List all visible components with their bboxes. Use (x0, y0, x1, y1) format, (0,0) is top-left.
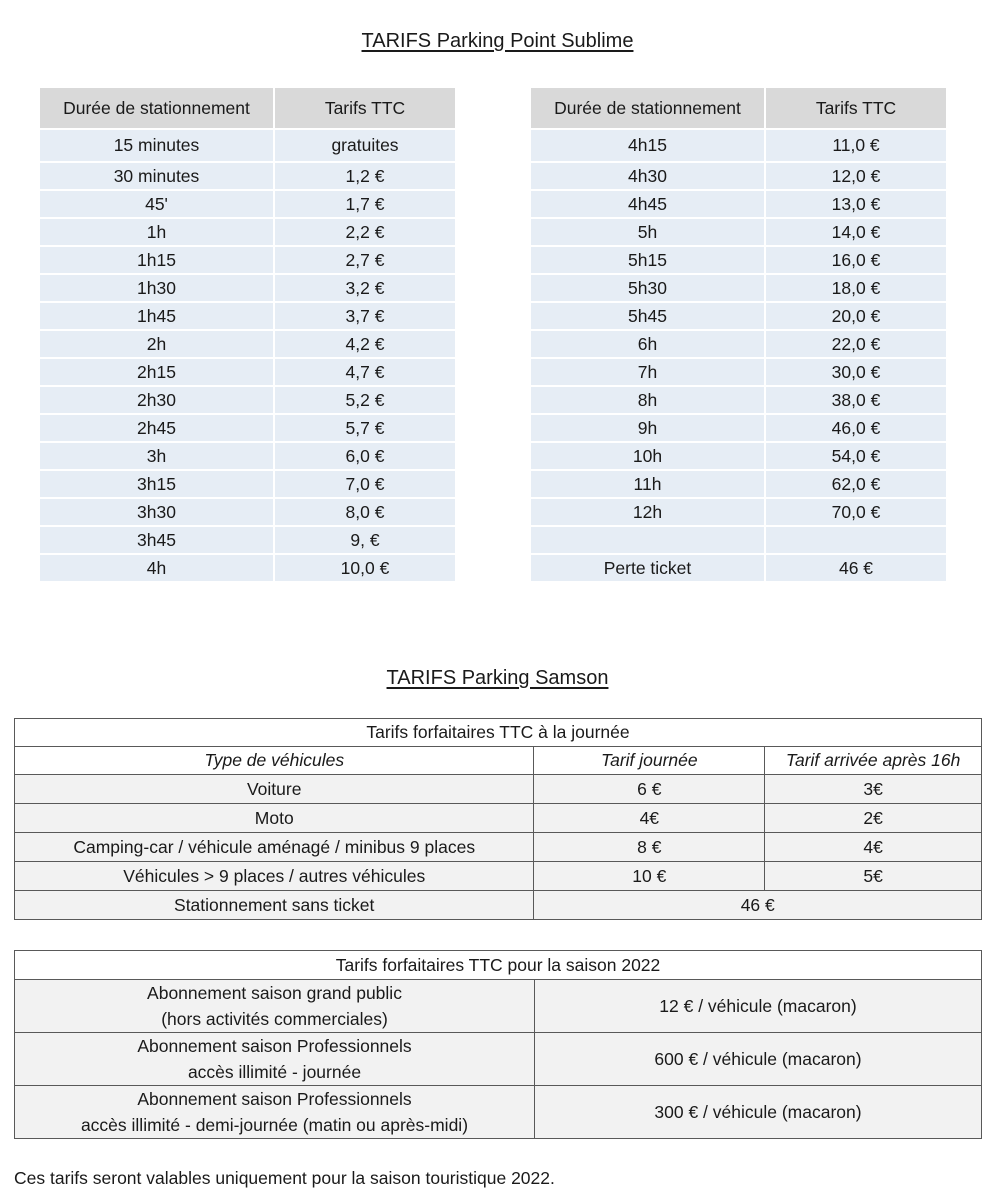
table-row (40, 499, 455, 525)
subscription-price-cell: 600 € / véhicule (macaron) (535, 1033, 982, 1086)
table-row (40, 303, 455, 329)
table-row (40, 130, 455, 161)
duration-cell: 11h (531, 471, 764, 497)
table-header-row (15, 747, 982, 775)
table-row (15, 804, 982, 833)
duration-cell: 3h45 (40, 527, 273, 553)
subscription-line-2: accès illimité - demi-journée (matin ou après-midi) (80, 1115, 469, 1135)
header-day-rate: Tarif journée (534, 747, 765, 775)
subscription-type-cell (15, 980, 535, 1033)
duration-cell: 5h15 (531, 247, 764, 273)
header-duration: Durée de stationnement (531, 88, 764, 128)
price-cell: 11,0 € (766, 130, 946, 161)
table-row (531, 303, 946, 329)
table-row (15, 1033, 982, 1086)
duration-cell: 3h15 (40, 471, 273, 497)
price-cell: 10,0 € (275, 555, 455, 581)
title-samson: TARIFS Parking Samson (386, 667, 609, 689)
header-after-16h-rate: Tarif arrivée après 16h (765, 747, 982, 775)
duration-cell: 15 minutes (40, 130, 273, 161)
table-row (531, 555, 946, 581)
price-cell: 5,2 € (275, 387, 455, 413)
samson-season-table (14, 950, 982, 1139)
table-row (531, 443, 946, 469)
after-16h-rate-cell: 3€ (765, 775, 982, 804)
price-cell: 70,0 € (766, 499, 946, 525)
table-row (40, 555, 455, 581)
header-price: Tarifs TTC (275, 88, 455, 128)
duration-cell: 4h (40, 555, 273, 581)
duration-cell: 3h30 (40, 499, 273, 525)
price-cell: 5,7 € (275, 415, 455, 441)
price-cell: 2,7 € (275, 247, 455, 273)
vehicle-type-cell: Véhicules > 9 places / autres véhicules (15, 862, 534, 891)
duration-cell: 4h15 (531, 130, 764, 161)
price-cell: 7,0 € (275, 471, 455, 497)
price-cell: 4,2 € (275, 331, 455, 357)
day-rate-cell: 10 € (534, 862, 765, 891)
price-cell: 16,0 € (766, 247, 946, 273)
table-row (531, 219, 946, 245)
price-cell: 62,0 € (766, 471, 946, 497)
table-row (40, 471, 455, 497)
table-row (15, 862, 982, 891)
header-vehicle-type: Type de véhicules (15, 747, 534, 775)
table-row (40, 415, 455, 441)
table-row (531, 247, 946, 273)
price-cell: 2,2 € (275, 219, 455, 245)
vehicle-type-cell: Camping-car / véhicule aménagé / minibus 9 places (15, 833, 534, 862)
no-ticket-price-cell: 46 € (534, 891, 982, 920)
point-sublime-table-left (38, 86, 457, 583)
table-row (15, 775, 982, 804)
table-row (15, 891, 982, 920)
table-row (40, 191, 455, 217)
duration-cell: 2h45 (40, 415, 273, 441)
price-cell: 20,0 € (766, 303, 946, 329)
header-price: Tarifs TTC (766, 88, 946, 128)
table-row (40, 247, 455, 273)
price-cell: 46,0 € (766, 415, 946, 441)
subscription-line-2: accès illimité - journée (187, 1062, 362, 1082)
duration-cell: 4h45 (531, 191, 764, 217)
price-cell: gratuites (275, 130, 455, 161)
duration-cell: 2h30 (40, 387, 273, 413)
duration-cell: 3h (40, 443, 273, 469)
price-cell: 18,0 € (766, 275, 946, 301)
duration-cell: 10h (531, 443, 764, 469)
duration-cell: 5h (531, 219, 764, 245)
table-header-row (40, 88, 455, 128)
subscription-type-cell (15, 1086, 535, 1139)
subscription-type-cell (15, 1033, 535, 1086)
point-sublime-table-right (529, 86, 948, 583)
duration-cell: 4h30 (531, 163, 764, 189)
after-16h-rate-cell: 4€ (765, 833, 982, 862)
table-row (531, 471, 946, 497)
price-cell: 1,7 € (275, 191, 455, 217)
duration-cell: 8h (531, 387, 764, 413)
daily-heading: Tarifs forfaitaires TTC à la journée (15, 719, 982, 747)
day-rate-cell: 4€ (534, 804, 765, 833)
duration-cell: 5h45 (531, 303, 764, 329)
vehicle-type-cell: Moto (15, 804, 534, 833)
table-row (531, 275, 946, 301)
duration-cell: 1h (40, 219, 273, 245)
vehicle-type-cell: Voiture (15, 775, 534, 804)
duration-cell: 9h (531, 415, 764, 441)
table-row (531, 527, 946, 553)
duration-cell: 7h (531, 359, 764, 385)
duration-cell: 2h15 (40, 359, 273, 385)
no-ticket-label-cell: Stationnement sans ticket (15, 891, 534, 920)
table-row (531, 359, 946, 385)
duration-cell (531, 527, 764, 553)
duration-cell: 1h15 (40, 247, 273, 273)
table-row (40, 359, 455, 385)
table-row (15, 833, 982, 862)
subscription-line-1: Abonnement saison Professionnels (137, 1089, 412, 1109)
table-heading-row (15, 951, 982, 980)
duration-cell: 6h (531, 331, 764, 357)
table-row (15, 1086, 982, 1139)
title-point-sublime: TARIFS Parking Point Sublime (361, 30, 634, 52)
duration-cell: 1h30 (40, 275, 273, 301)
table-heading-row (15, 719, 982, 747)
duration-cell: 2h (40, 331, 273, 357)
price-cell: 12,0 € (766, 163, 946, 189)
footer-note: Ces tarifs seront valables uniquement pour la saison touristique 2022. (14, 1168, 555, 1188)
table-row (40, 443, 455, 469)
price-cell: 14,0 € (766, 219, 946, 245)
price-cell (766, 527, 946, 553)
price-cell: 30,0 € (766, 359, 946, 385)
table-row (15, 980, 982, 1033)
duration-cell: Perte ticket (531, 555, 764, 581)
price-cell: 8,0 € (275, 499, 455, 525)
table-row (40, 527, 455, 553)
day-rate-cell: 8 € (534, 833, 765, 862)
price-cell: 13,0 € (766, 191, 946, 217)
table-row (531, 499, 946, 525)
price-cell: 38,0 € (766, 387, 946, 413)
price-cell: 4,7 € (275, 359, 455, 385)
samson-daily-table (14, 718, 982, 920)
table-row (40, 219, 455, 245)
duration-cell: 45' (40, 191, 273, 217)
header-duration: Durée de stationnement (40, 88, 273, 128)
table-row (40, 163, 455, 189)
subscription-line-2: (hors activités commerciales) (161, 1009, 388, 1029)
table-row (40, 331, 455, 357)
price-cell: 3,7 € (275, 303, 455, 329)
price-cell: 6,0 € (275, 443, 455, 469)
table-row (531, 163, 946, 189)
duration-cell: 1h45 (40, 303, 273, 329)
price-cell: 9, € (275, 527, 455, 553)
price-cell: 54,0 € (766, 443, 946, 469)
table-row (40, 275, 455, 301)
table-header-row (531, 88, 946, 128)
duration-cell: 12h (531, 499, 764, 525)
price-cell: 22,0 € (766, 331, 946, 357)
day-rate-cell: 6 € (534, 775, 765, 804)
subscription-line-1: Abonnement saison grand public (147, 983, 402, 1003)
table-row (531, 415, 946, 441)
subscription-price-cell: 300 € / véhicule (macaron) (535, 1086, 982, 1139)
after-16h-rate-cell: 5€ (765, 862, 982, 891)
duration-cell: 5h30 (531, 275, 764, 301)
table-row (531, 191, 946, 217)
table-row (531, 387, 946, 413)
season-heading: Tarifs forfaitaires TTC pour la saison 2022 (15, 951, 982, 980)
subscription-line-1: Abonnement saison Professionnels (137, 1036, 412, 1056)
price-cell: 46 € (766, 555, 946, 581)
after-16h-rate-cell: 2€ (765, 804, 982, 833)
table-row (531, 331, 946, 357)
table-row (531, 130, 946, 161)
duration-cell: 30 minutes (40, 163, 273, 189)
subscription-price-cell: 12 € / véhicule (macaron) (535, 980, 982, 1033)
table-row (40, 387, 455, 413)
price-cell: 3,2 € (275, 275, 455, 301)
price-cell: 1,2 € (275, 163, 455, 189)
